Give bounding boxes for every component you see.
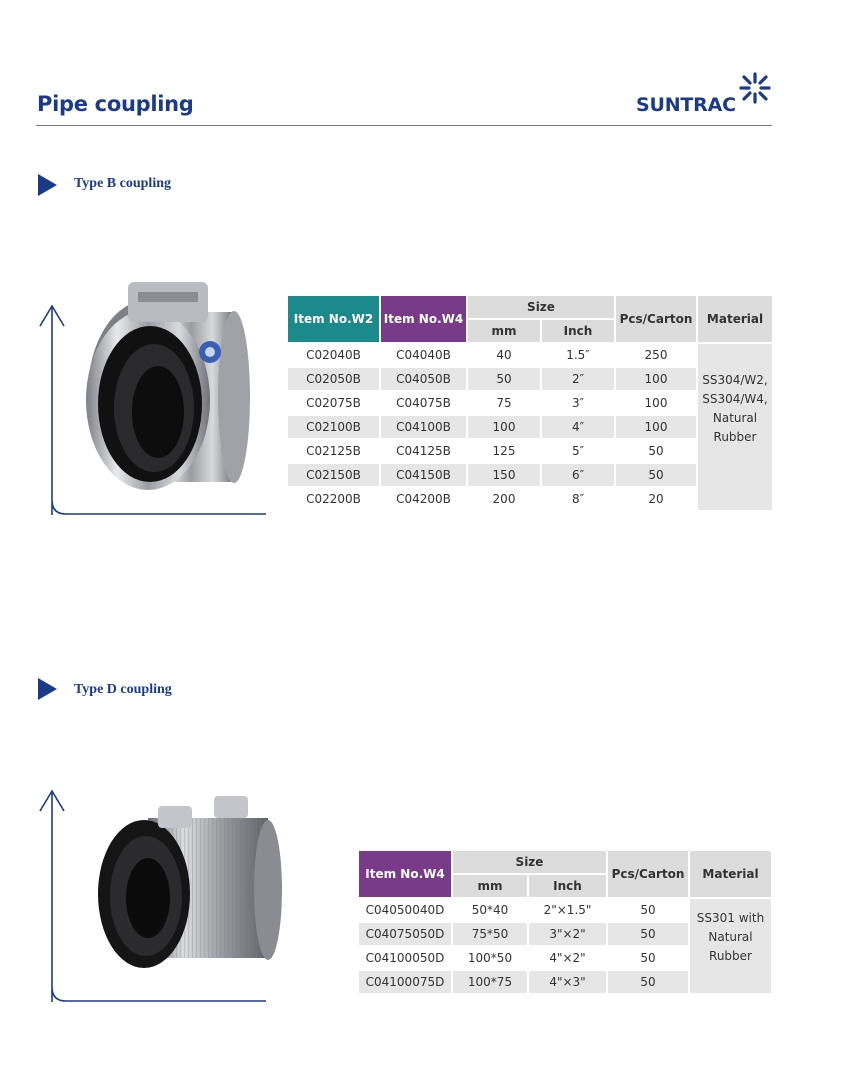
cell: 6″ bbox=[542, 464, 614, 486]
material-line: Natural bbox=[712, 411, 758, 425]
header-mm: mm bbox=[468, 320, 540, 342]
table-row bbox=[359, 899, 771, 921]
cell: 150 bbox=[468, 464, 540, 486]
type-d-coupling-image bbox=[88, 790, 284, 982]
cell: 100 bbox=[644, 396, 668, 410]
page-title: Pipe coupling bbox=[37, 92, 194, 116]
cell: C02040B bbox=[306, 348, 361, 362]
cell: C02200B bbox=[306, 492, 361, 506]
cell: C04050040D bbox=[365, 903, 445, 917]
cell: 125 bbox=[492, 444, 516, 458]
type-d-title: Type D coupling bbox=[74, 682, 172, 697]
header-pcs-carton: Pcs/Carton bbox=[608, 851, 688, 897]
cell: 50 bbox=[640, 951, 656, 965]
cell: 200 bbox=[492, 492, 516, 506]
header-item-w2: Item No.W2 bbox=[288, 296, 379, 342]
type-d-spec-table bbox=[357, 849, 773, 995]
header-inch: Inch bbox=[542, 320, 614, 342]
cell: C04040B bbox=[396, 348, 451, 362]
cell: 100 bbox=[616, 416, 696, 438]
section-arrow-icon bbox=[38, 174, 57, 196]
cell: 8″ bbox=[571, 492, 585, 506]
type-b-spec-table bbox=[286, 294, 774, 512]
cell: C04050B bbox=[381, 368, 466, 390]
material-line: SS304/W2, bbox=[702, 373, 768, 387]
material-line: SS301 with bbox=[696, 910, 765, 925]
cell: 20 bbox=[648, 492, 664, 506]
cell: 100*50 bbox=[467, 951, 513, 965]
cell: 100*75 bbox=[453, 971, 527, 993]
cell: C02075B bbox=[306, 396, 361, 410]
header-item-w4: Item No.W4 bbox=[381, 296, 466, 342]
cell: 100 bbox=[468, 416, 540, 438]
section-arrow-icon bbox=[38, 678, 57, 700]
cell: C04125B bbox=[396, 444, 451, 458]
cell: 2″ bbox=[542, 368, 614, 390]
type-b-coupling-image bbox=[78, 272, 254, 498]
header-material: Material bbox=[698, 296, 772, 342]
cell: C04075050D bbox=[359, 923, 451, 945]
cell: 4″ bbox=[542, 416, 614, 438]
material-line: Rubber bbox=[713, 430, 757, 444]
type-b-title: Type B coupling bbox=[74, 176, 171, 191]
cell: C04100050D bbox=[365, 951, 445, 965]
cell: 40 bbox=[496, 348, 512, 362]
cell: 250 bbox=[644, 348, 668, 362]
cell: C04100075D bbox=[359, 971, 451, 993]
material-cell bbox=[698, 344, 772, 510]
cell: 75 bbox=[496, 396, 512, 410]
header-inch: Inch bbox=[529, 875, 606, 897]
header-mm: mm bbox=[453, 875, 527, 897]
brand-logo-icon bbox=[735, 68, 775, 108]
material-line: SS304/W4, bbox=[702, 392, 768, 406]
cell: 100 bbox=[616, 368, 696, 390]
cell: 50 bbox=[648, 444, 664, 458]
cell: 50 bbox=[640, 903, 656, 917]
material-cell bbox=[690, 899, 771, 993]
cell: 4"×3" bbox=[529, 971, 606, 993]
material-line: Rubber bbox=[709, 948, 752, 963]
cell: C02150B bbox=[288, 464, 379, 486]
cell: 50 bbox=[616, 464, 696, 486]
header-divider bbox=[36, 125, 772, 126]
material-line: Natural bbox=[708, 929, 753, 944]
cell: 50 bbox=[608, 971, 688, 993]
cell: 3"×2" bbox=[529, 923, 606, 945]
cell: C04100B bbox=[381, 416, 466, 438]
cell: C04150B bbox=[381, 464, 466, 486]
cell: 75*50 bbox=[453, 923, 527, 945]
header-material: Material bbox=[690, 851, 771, 897]
cell: 3″ bbox=[571, 396, 585, 410]
cell: 4"×2" bbox=[549, 951, 586, 965]
cell: C02050B bbox=[288, 368, 379, 390]
cell: 5″ bbox=[571, 444, 585, 458]
cell: 1.5″ bbox=[566, 348, 590, 362]
cell: 50*40 bbox=[471, 903, 509, 917]
cell: C02125B bbox=[306, 444, 361, 458]
header-size: Size bbox=[468, 296, 614, 318]
table-row bbox=[288, 344, 772, 366]
header-size: Size bbox=[453, 851, 606, 873]
cell: 2"×1.5" bbox=[543, 903, 592, 917]
cell: 50 bbox=[468, 368, 540, 390]
header-pcs-carton: Pcs/Carton bbox=[616, 296, 696, 342]
cell: C04200B bbox=[396, 492, 451, 506]
cell: 50 bbox=[608, 923, 688, 945]
cell: C02100B bbox=[288, 416, 379, 438]
header-item-w4: Item No.W4 bbox=[359, 851, 451, 897]
cell: C04075B bbox=[396, 396, 451, 410]
brand-name: SUNTRAC bbox=[636, 94, 736, 116]
